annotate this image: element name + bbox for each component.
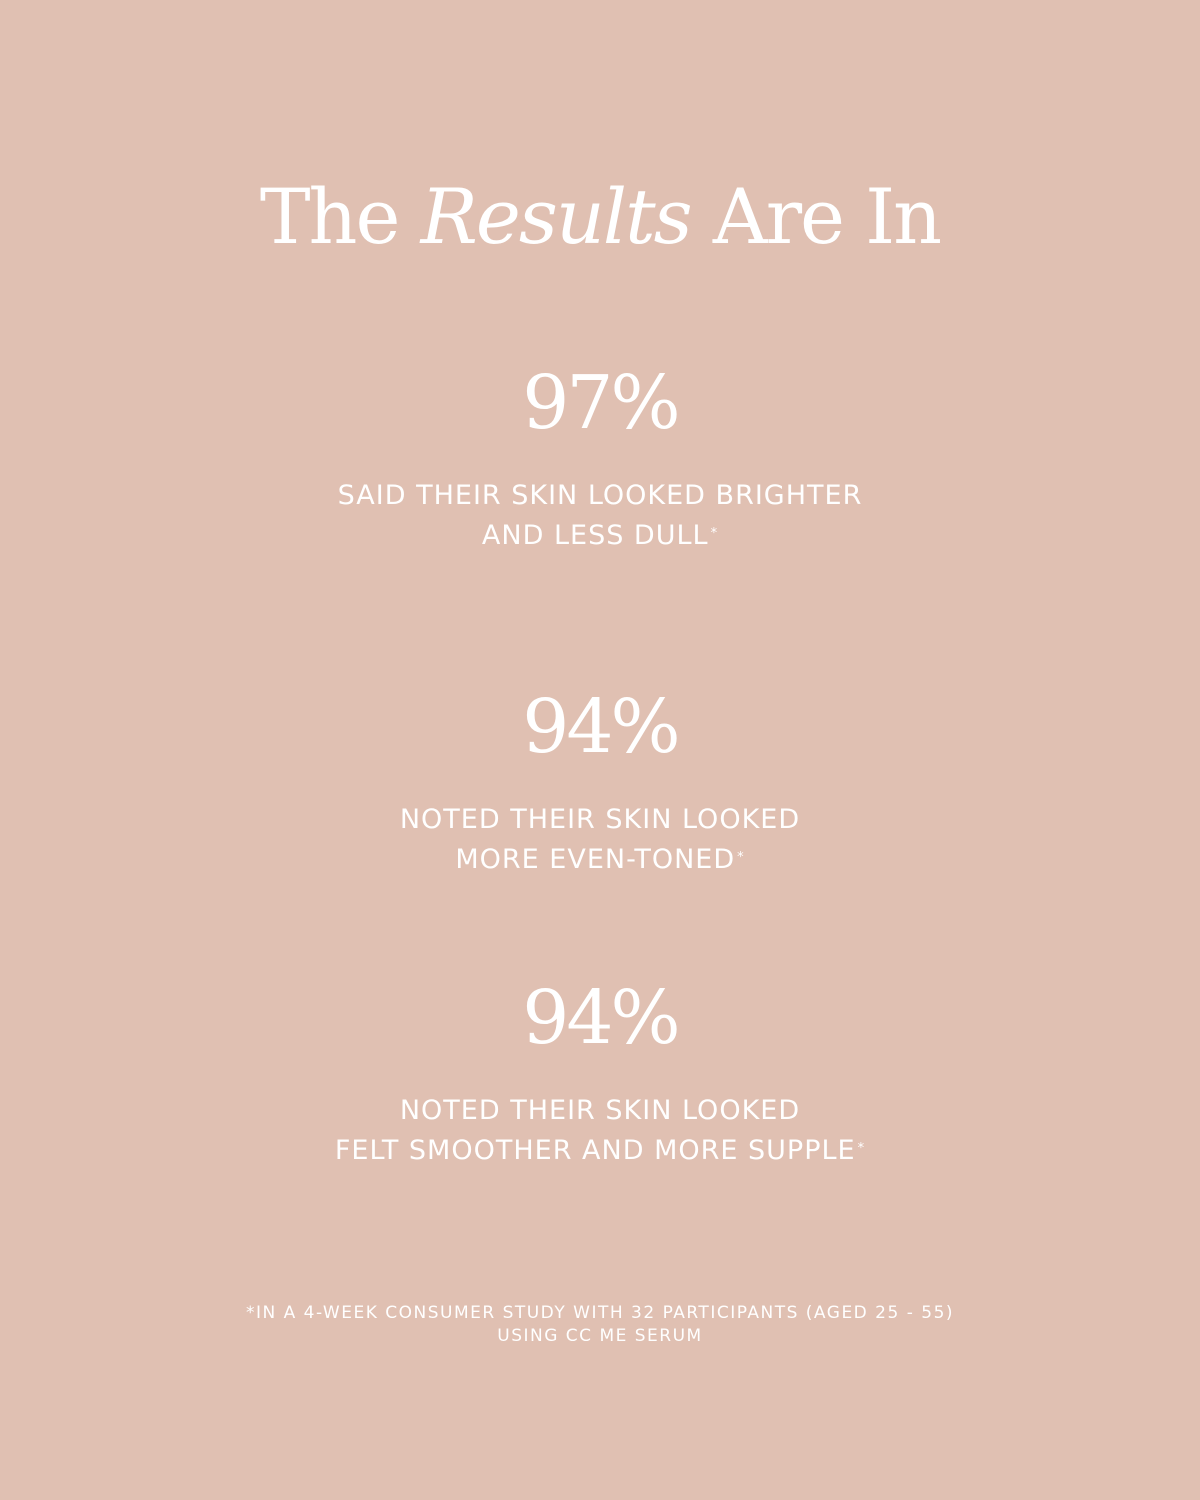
- stat-description-line: [0, 1131, 1200, 1171]
- stat-description: [0, 476, 1200, 556]
- stat-percentage: 94%: [522, 684, 678, 770]
- title-word-are-in: Are In: [712, 172, 941, 261]
- stat-description-text: AND LESS DULL: [481, 520, 709, 551]
- stat-description-line: NOTED THEIR SKIN LOOKED: [399, 1095, 801, 1126]
- footnote-marker: *: [737, 850, 745, 865]
- stat-percentage: 97%: [522, 360, 678, 446]
- title-word-the: The: [259, 172, 399, 261]
- stat-percentage: 94%: [522, 975, 678, 1061]
- stat-description-line: [0, 840, 1200, 880]
- stat-description: [0, 1091, 1200, 1171]
- footnote-marker: *: [710, 526, 719, 541]
- stat-block-smoother: [0, 973, 1200, 1171]
- footnote-line: *IN A 4-WEEK CONSUMER STUDY WITH 32 PARTICIPANTS (AGED 25 - 55): [245, 1303, 955, 1323]
- page-title: [0, 172, 1200, 262]
- study-footnote: [0, 1302, 1200, 1348]
- stat-description-line: NOTED THEIR SKIN LOOKED: [399, 804, 801, 835]
- stat-block-brighter: [0, 358, 1200, 556]
- stat-block-even-toned: [0, 682, 1200, 880]
- stat-description-text: MORE EVEN-TONED: [455, 844, 736, 875]
- stat-description: [0, 800, 1200, 880]
- footnote-line: USING CC ME SERUM: [497, 1326, 703, 1346]
- stat-description-text: FELT SMOOTHER AND MORE SUPPLE: [334, 1135, 856, 1166]
- stat-description-line: [0, 516, 1200, 556]
- stat-description-line: SAID THEIR SKIN LOOKED BRIGHTER: [337, 480, 863, 511]
- title-word-results: Results: [420, 172, 691, 261]
- footnote-marker: *: [857, 1141, 866, 1156]
